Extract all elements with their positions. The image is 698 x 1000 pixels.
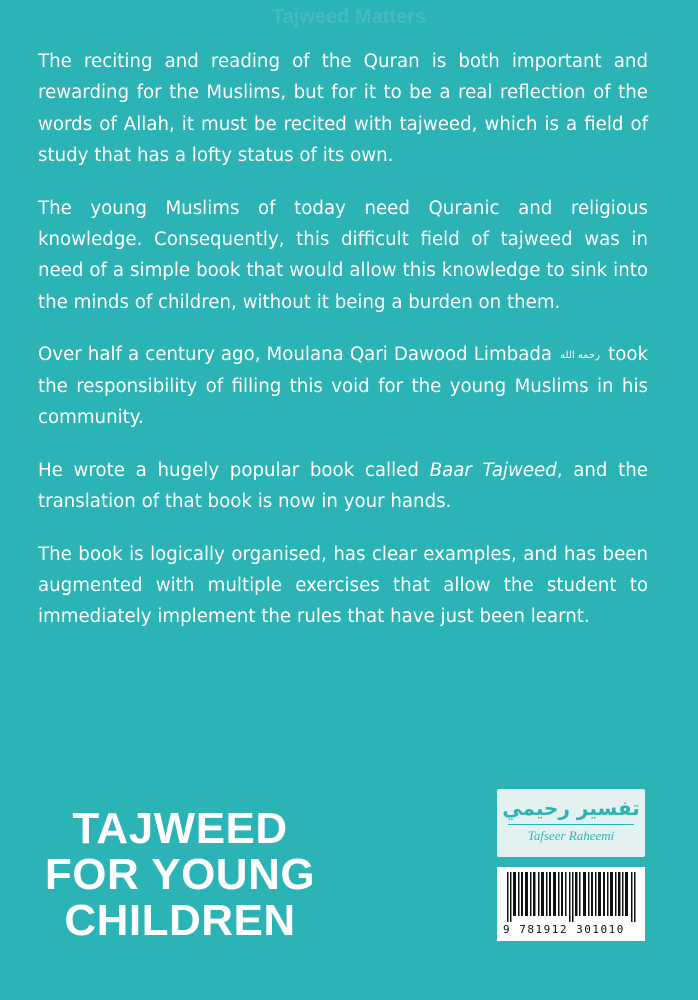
referenced-book-title: Baar Tajweed bbox=[429, 459, 557, 481]
book-title-line-2: FOR YOUNG bbox=[44, 850, 316, 899]
isbn-barcode bbox=[497, 867, 645, 941]
isbn-lead-digit: 9 bbox=[503, 923, 512, 936]
back-cover-blurb bbox=[38, 46, 648, 654]
honorific-glyph: رحمه الله bbox=[560, 349, 600, 361]
blurb-paragraph-3-start: Over half a century ago, Moulana Qari Dawood Limbada bbox=[38, 344, 553, 366]
isbn-group-1: 781912 bbox=[519, 923, 568, 936]
blurb-paragraph-3 bbox=[38, 339, 648, 434]
isbn-number bbox=[503, 923, 639, 936]
barcode-bars-icon bbox=[503, 872, 639, 922]
blurb-paragraph-2: The young Muslims of today need Quranic and religious knowledge. Consequently, this difficult field of tajweed was in need of a simple book that would allow this knowledge to sink into the minds of children, without it being a burden on them. bbox=[38, 197, 648, 313]
blurb-paragraph-5: The book is logically organised, has clear examples, and has been augmented with multiple exercises that allow the student to immediately implement the rules that have just been learnt. bbox=[38, 543, 648, 628]
publisher-arabic-name: تفسير رحيمي bbox=[502, 796, 640, 820]
book-title bbox=[30, 806, 330, 944]
publisher-latin-name: Tafseer Raheemi bbox=[527, 828, 615, 843]
publisher-logo bbox=[497, 789, 645, 857]
book-title-line-1: TAJWEED bbox=[72, 804, 288, 853]
book-title-line-3: CHILDREN bbox=[64, 896, 296, 945]
blurb-paragraph-4-end: , and the translation of that book is now in your hands. bbox=[38, 459, 648, 513]
blurb-paragraph-4-start: He wrote a hugely popular book called bbox=[38, 459, 419, 481]
publisher-divider bbox=[508, 824, 634, 825]
faint-header-title: Tajweed Matters bbox=[271, 6, 427, 28]
isbn-group-2: 301010 bbox=[576, 923, 625, 936]
blurb-paragraph-1: The reciting and reading of the Quran is both important and rewarding for the Muslims, but for it to be a real reflection of the words of Allah, it must be recited with tajweed, which is a field of study that has a lofty status of its own. bbox=[38, 51, 648, 167]
blurb-paragraph-4 bbox=[38, 455, 648, 518]
blurb-paragraph-3-end: took the responsibility of filling this void for the young Muslims in his community. bbox=[38, 344, 648, 429]
